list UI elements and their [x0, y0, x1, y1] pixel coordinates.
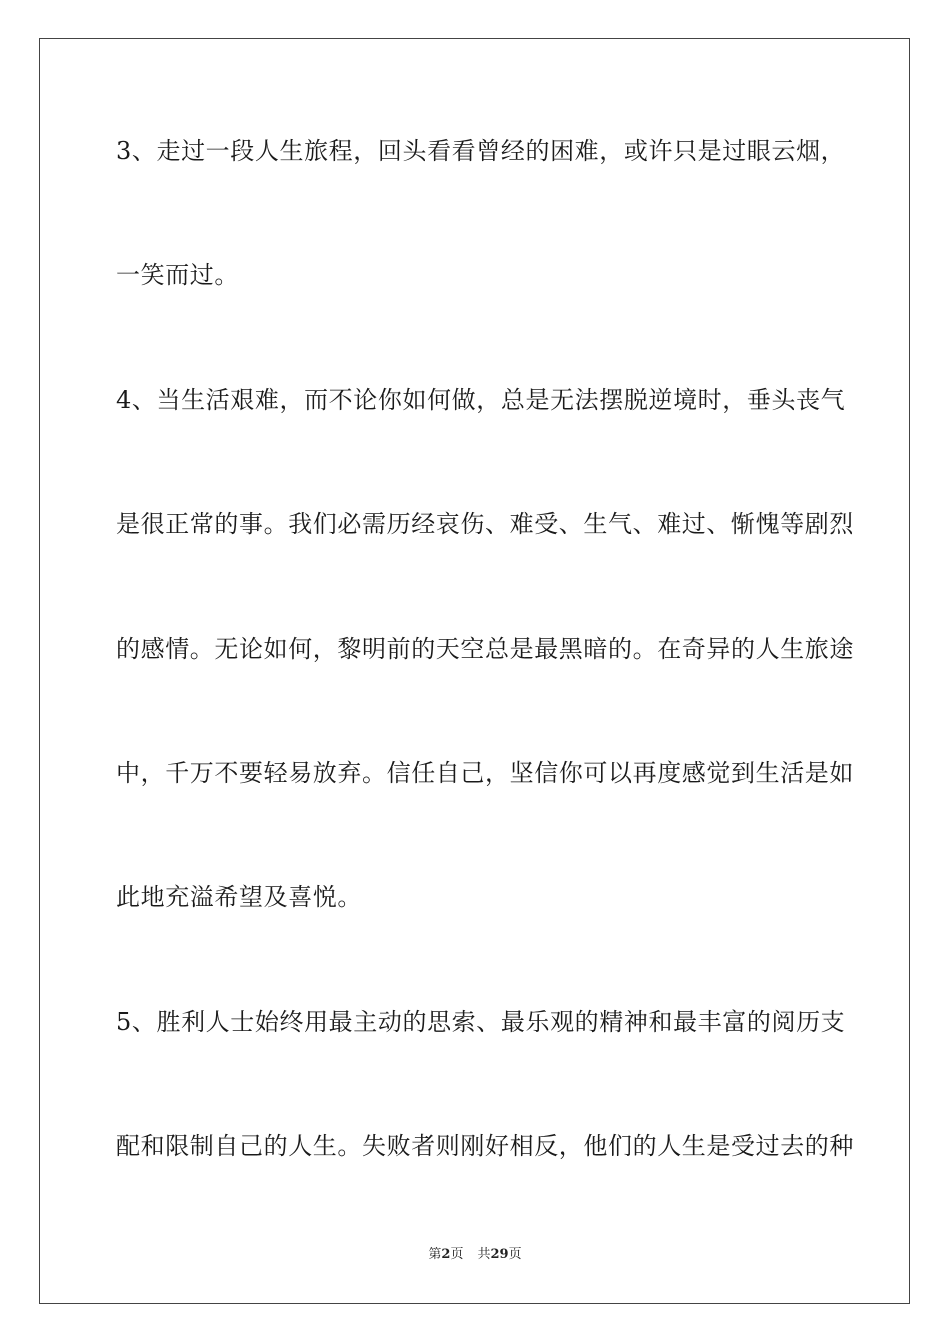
- paragraph-3-line-2: 一笑而过。: [116, 261, 239, 289]
- page-number: 2: [441, 1247, 451, 1262]
- paragraph-4-line-5: 此地充溢希望及喜悦。: [116, 883, 362, 911]
- paragraph-5-line-2: 配和限制自己的人生。失败者则刚好相反，他们的人生是受过去的种: [116, 1132, 854, 1160]
- paragraph-5-line-1: 5、胜利人士始终用最主动的思索、最乐观的精神和最丰富的阅历支: [116, 1008, 846, 1036]
- total-suffix: 页: [508, 1247, 522, 1262]
- page-footer: [0, 1246, 950, 1264]
- page-prefix: 第: [428, 1247, 442, 1262]
- paragraph-4-line-1: 4、当生活艰难，而不论你如何做，总是无法摆脱逆境时，垂头丧气: [116, 386, 846, 414]
- page-frame: [39, 38, 910, 1304]
- page-suffix: 页: [450, 1247, 464, 1262]
- paragraph-4-line-4: 中，千万不要轻易放弃。信任自己，坚信你可以再度感觉到生活是如: [116, 759, 854, 787]
- total-prefix: 共: [477, 1247, 491, 1262]
- total-pages: 29: [490, 1247, 509, 1262]
- paragraph-4-line-3: 的感情。无论如何，黎明前的天空总是最黑暗的。在奇异的人生旅途: [116, 635, 854, 663]
- paragraph-4-line-2: 是很正常的事。我们必需历经哀伤、难受、生气、难过、惭愧等剧烈: [116, 510, 854, 538]
- paragraph-3-line-1: 3、走过一段人生旅程，回头看看曾经的困难，或许只是过眼云烟，: [116, 137, 846, 165]
